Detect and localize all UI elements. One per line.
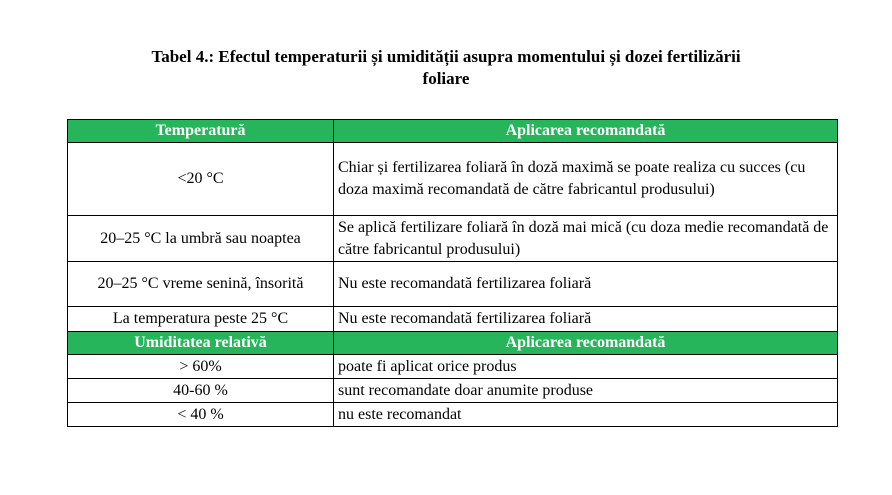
table-caption — [60, 46, 832, 90]
table-row — [68, 143, 838, 216]
humidity-header-row — [68, 332, 838, 355]
application-cell: nu este recomandat — [334, 403, 838, 427]
humidity-cell: 40-60 % — [68, 379, 334, 403]
header-temperature: Temperatură — [68, 120, 334, 143]
table-row — [68, 403, 838, 427]
temperature-cell: 20–25 °C la umbră sau noaptea — [68, 216, 334, 262]
application-cell: Se aplică fertilizare foliară în doză mai mică (cu doza medie recomandată de către fabricantul produsului) — [334, 216, 838, 262]
header-recommended-application: Aplicarea recomandată — [334, 120, 838, 143]
header-relative-humidity: Umiditatea relativă — [68, 332, 334, 355]
application-cell: Chiar și fertilizarea foliară în doză maximă se poate realiza cu succes (cu doza maximă recomandată de către fabricantul produsului) — [334, 143, 838, 216]
caption-line-1: Tabel 4.: Efectul temperaturii și umidității asupra momentului și dozei fertilizării — [151, 47, 741, 66]
humidity-cell: > 60% — [68, 355, 334, 379]
table-row — [68, 379, 838, 403]
temperature-header-row — [68, 120, 838, 143]
temperature-cell: La temperatura peste 25 °C — [68, 307, 334, 332]
fertilization-table — [67, 119, 838, 427]
header-recommended-application: Aplicarea recomandată — [334, 332, 838, 355]
application-cell: poate fi aplicat orice produs — [334, 355, 838, 379]
humidity-cell: < 40 % — [68, 403, 334, 427]
application-cell: Nu este recomandată fertilizarea foliară — [334, 307, 838, 332]
application-cell: Nu este recomandată fertilizarea foliară — [334, 262, 838, 307]
temperature-cell: <20 °C — [68, 143, 334, 216]
caption-line-2: foliare — [422, 69, 470, 88]
table-row — [68, 262, 838, 307]
table-row — [68, 355, 838, 379]
application-cell: sunt recomandate doar anumite produse — [334, 379, 838, 403]
table-row — [68, 307, 838, 332]
temperature-cell: 20–25 °C vreme senină, însorită — [68, 262, 334, 307]
table-row — [68, 216, 838, 262]
